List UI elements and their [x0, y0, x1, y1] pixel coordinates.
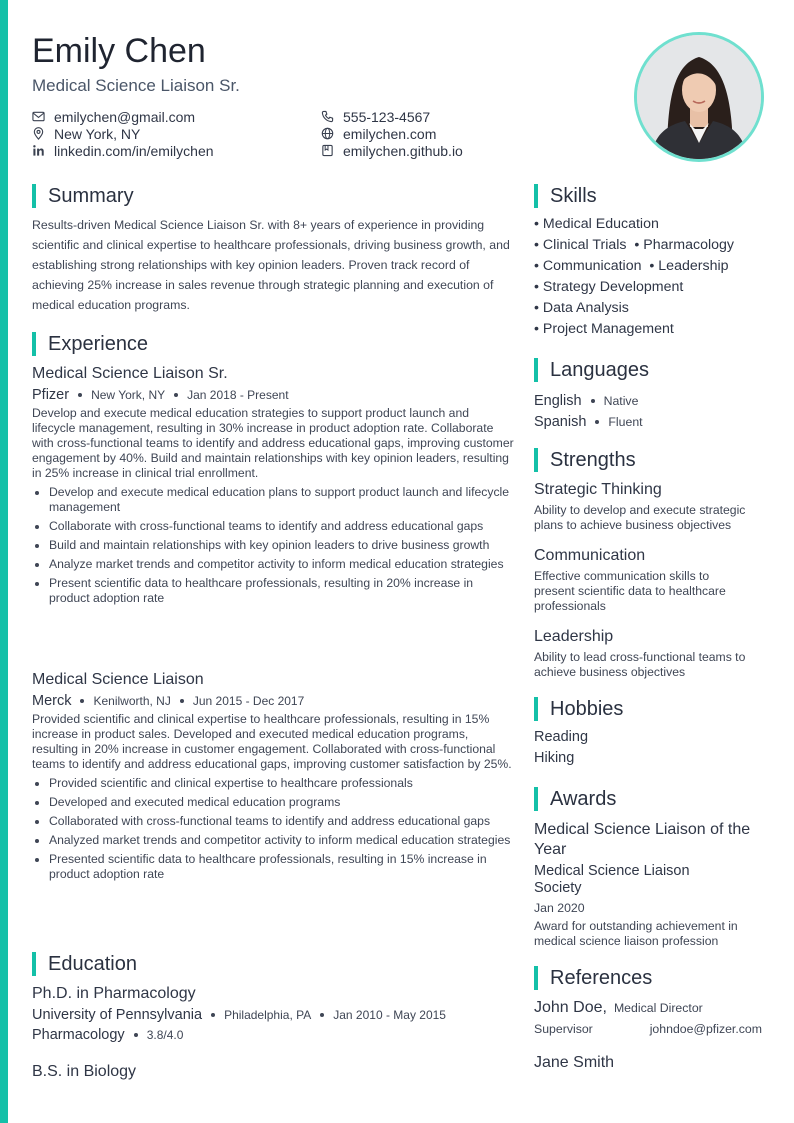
skills-row: • Clinical Trials • Pharmacology — [534, 237, 734, 253]
section-title: Languages — [550, 358, 649, 381]
strength-desc: Ability to lead cross-functional teams to achieve business objectives — [534, 650, 746, 679]
section-title: Summary — [48, 184, 134, 207]
award-title: Medical Science Liaison of the Year — [534, 821, 751, 858]
strength-title: Communication — [534, 547, 646, 564]
phone-icon — [321, 110, 334, 123]
strength-desc: Ability to develop and execute strategic plans to achieve business objectives — [534, 503, 746, 532]
language-item — [534, 411, 643, 432]
job-dates: Jan 2018 - Present — [187, 388, 289, 402]
separator-dot — [134, 1033, 138, 1037]
skill-item: Leadership — [658, 258, 729, 274]
linkedin-text: linkedin.com/in/emilychen — [54, 142, 214, 159]
company-name: Merck — [32, 693, 72, 709]
section-title: Strengths — [550, 448, 636, 471]
skill-item: Medical Education — [542, 216, 659, 232]
skills-list — [534, 216, 774, 342]
separator-dot — [78, 393, 82, 397]
reference-email[interactable]: johndoe@pfizer.com — [649, 1022, 762, 1036]
strength-item — [534, 628, 766, 680]
email-icon — [32, 110, 45, 123]
list-item: Present scientific data to healthcare professionals, resulting in 20% increase in product adoption rate — [32, 576, 514, 606]
reference-item — [534, 999, 774, 1036]
company-name: Pfizer — [32, 387, 70, 403]
section-accent — [534, 358, 538, 382]
section-strengths — [534, 448, 636, 472]
contact-location — [32, 125, 140, 142]
separator-dot — [80, 699, 84, 703]
list-item: Developed and executed medical education programs — [32, 795, 514, 810]
email-text: emilychen@gmail.com — [54, 108, 196, 125]
award-date: Jan 2020 — [534, 901, 585, 915]
section-references — [534, 966, 652, 990]
separator-dot — [320, 1013, 324, 1017]
job-bullets — [32, 776, 514, 882]
experience-entry-2 — [32, 671, 514, 886]
education-meta — [32, 1007, 514, 1023]
skill-item: Strategy Development — [542, 279, 684, 295]
reference-relation: Supervisor — [534, 1022, 593, 1036]
job-meta — [32, 693, 514, 709]
github-icon — [321, 144, 334, 157]
skills-row: • Data Analysis — [534, 300, 629, 316]
separator-dot — [595, 420, 599, 424]
reference-name: John Doe, — [534, 999, 607, 1016]
linkedin-icon — [32, 144, 45, 157]
job-description: Develop and execute medical education strategies to support product launch and lifecycle management, resulting in 30% increase in product adoption rate. Collaborate with cross-functional teams to identify and address educational gaps, improving customer engagement by 40%. Build and maintain relationships with key opinion leaders, resulting in 25% increase in clinical trial enrollment. — [32, 406, 514, 480]
language-name: Spanish — [534, 413, 587, 430]
skills-row: • Communication • Leadership — [534, 258, 729, 274]
section-title: Experience — [48, 332, 149, 355]
github-text: emilychen.github.io — [343, 142, 463, 159]
section-title: Hobbies — [550, 697, 624, 720]
section-title: Skills — [550, 184, 597, 207]
language-level: Fluent — [608, 414, 643, 429]
education-entry-1 — [32, 985, 514, 1043]
degree-title: B.S. in Biology — [32, 1063, 137, 1080]
school-location: Philadelphia, PA — [224, 1008, 312, 1022]
reference-header — [534, 999, 774, 1017]
contact-email[interactable] — [32, 108, 195, 125]
hobby-item: Hiking — [534, 750, 575, 766]
skill-item: Pharmacology — [643, 237, 734, 253]
contact-phone[interactable] — [321, 108, 430, 125]
section-accent — [32, 184, 36, 208]
hobbies-list — [534, 729, 588, 771]
list-item: Develop and execute medical education plans to support product launch and lifecycle management — [32, 485, 514, 515]
accent-bar — [0, 0, 8, 1123]
language-item — [534, 390, 643, 411]
job-description: Provided scientific and clinical expertise to healthcare professionals, resulting in 15% increase in product sales. Developed and executed medical education programs, resulting in 20% increase in customer engagement. Collaborated with cross-functional teams to identify and address educational gaps, improving customer satisfaction by 25%. — [32, 712, 512, 771]
section-hobbies — [534, 697, 623, 721]
language-name: English — [534, 392, 582, 409]
section-accent — [534, 448, 538, 472]
skills-row: • Medical Education — [534, 216, 659, 232]
job-meta — [32, 387, 514, 403]
contact-github[interactable] — [321, 142, 463, 159]
strength-item — [534, 481, 766, 533]
contact-website[interactable] — [321, 125, 436, 142]
list-item: Provided scientific and clinical expertise to healthcare professionals — [32, 776, 514, 791]
skill-item: Data Analysis — [542, 300, 629, 316]
website-text: emilychen.com — [343, 125, 437, 142]
list-item: Analyzed market trends and competitor activity to inform medical education strategies — [32, 833, 514, 848]
experience-entry-1 — [32, 365, 514, 610]
job-dates: Jun 2015 - Dec 2017 — [192, 694, 305, 708]
section-accent — [534, 184, 538, 208]
reference-details — [534, 1022, 762, 1036]
candidate-name: Emily Chen — [32, 32, 206, 70]
section-education — [32, 952, 137, 976]
list-item: Build and maintain relationships with key opinion leaders to drive business growth — [32, 538, 514, 553]
job-location: New York, NY — [91, 388, 166, 402]
job-location: Kenilworth, NJ — [93, 694, 171, 708]
section-summary — [32, 184, 134, 208]
language-level: Native — [603, 393, 639, 408]
section-languages — [534, 358, 649, 382]
section-skills — [534, 184, 597, 208]
location-icon — [32, 127, 45, 140]
globe-icon — [321, 127, 334, 140]
strength-desc: Effective communication skills to present scientific data to healthcare professionals — [534, 569, 726, 613]
strength-title: Leadership — [534, 628, 614, 645]
hobby-item: Reading — [534, 729, 589, 745]
field-of-study: Pharmacology — [32, 1027, 125, 1043]
section-awards — [534, 787, 616, 811]
list-item: Collaborate with cross-functional teams to identify and address educational gaps — [32, 519, 514, 534]
skill-item: Clinical Trials — [542, 237, 627, 253]
section-accent — [534, 697, 538, 721]
skills-row: • Project Management — [534, 321, 674, 337]
award-desc: Award for outstanding achievement in medical science liaison profession — [534, 919, 738, 948]
reference-position: Medical Director — [613, 1001, 703, 1015]
award-item — [534, 820, 764, 949]
section-title: References — [550, 966, 653, 989]
section-accent — [534, 787, 538, 811]
candidate-title: Medical Science Liaison Sr. — [32, 76, 240, 95]
section-accent — [32, 952, 36, 976]
separator-dot — [211, 1013, 215, 1017]
list-item: Analyze market trends and competitor activity to inform medical education strategies — [32, 557, 514, 572]
school-name: University of Pennsylvania — [32, 1007, 203, 1023]
reference-name: Jane Smith — [534, 1054, 615, 1071]
summary-text: Results-driven Medical Science Liaison Sr. with 8+ years of experience in providing scientific and clinical expertise to healthcare professionals, driving business growth, and establishing strong relationships with key opinion leaders. Proven track record of achieving 25% increase in sales revenue through strategic planning and execution of medical education programs. — [32, 218, 510, 312]
profile-photo — [634, 32, 764, 162]
separator-dot — [591, 399, 595, 403]
skill-item: Communication — [542, 258, 642, 274]
section-experience — [32, 332, 148, 356]
award-org: Medical Science Liaison Society — [534, 863, 690, 896]
languages-list — [534, 390, 643, 432]
contact-linkedin[interactable] — [32, 142, 214, 159]
list-item: Presented scientific data to healthcare professionals, resulting in 15% increase in product adoption rate — [32, 852, 514, 882]
job-title: Medical Science Liaison — [32, 671, 204, 688]
section-accent — [32, 332, 36, 356]
profile-photo-image — [637, 35, 761, 159]
section-accent — [534, 966, 538, 990]
degree-title: Ph.D. in Pharmacology — [32, 985, 196, 1002]
gpa: 3.8/4.0 — [146, 1028, 184, 1042]
skills-row: • Strategy Development — [534, 279, 684, 295]
phone-text: 555-123-4567 — [343, 108, 431, 125]
job-title: Medical Science Liaison Sr. — [32, 365, 228, 382]
resume-header — [32, 30, 622, 96]
list-item: Collaborated with cross-functional teams to identify and address educational gaps — [32, 814, 514, 829]
separator-dot — [180, 699, 184, 703]
section-title: Education — [48, 952, 137, 975]
skill-item: Project Management — [542, 321, 674, 337]
strength-item — [534, 547, 750, 614]
separator-dot — [174, 393, 178, 397]
job-bullets — [32, 485, 514, 606]
location-text: New York, NY — [54, 125, 141, 142]
section-title: Awards — [550, 787, 617, 810]
strength-title: Strategic Thinking — [534, 481, 662, 498]
education-dates: Jan 2010 - May 2015 — [333, 1008, 446, 1022]
education-field — [32, 1027, 514, 1043]
